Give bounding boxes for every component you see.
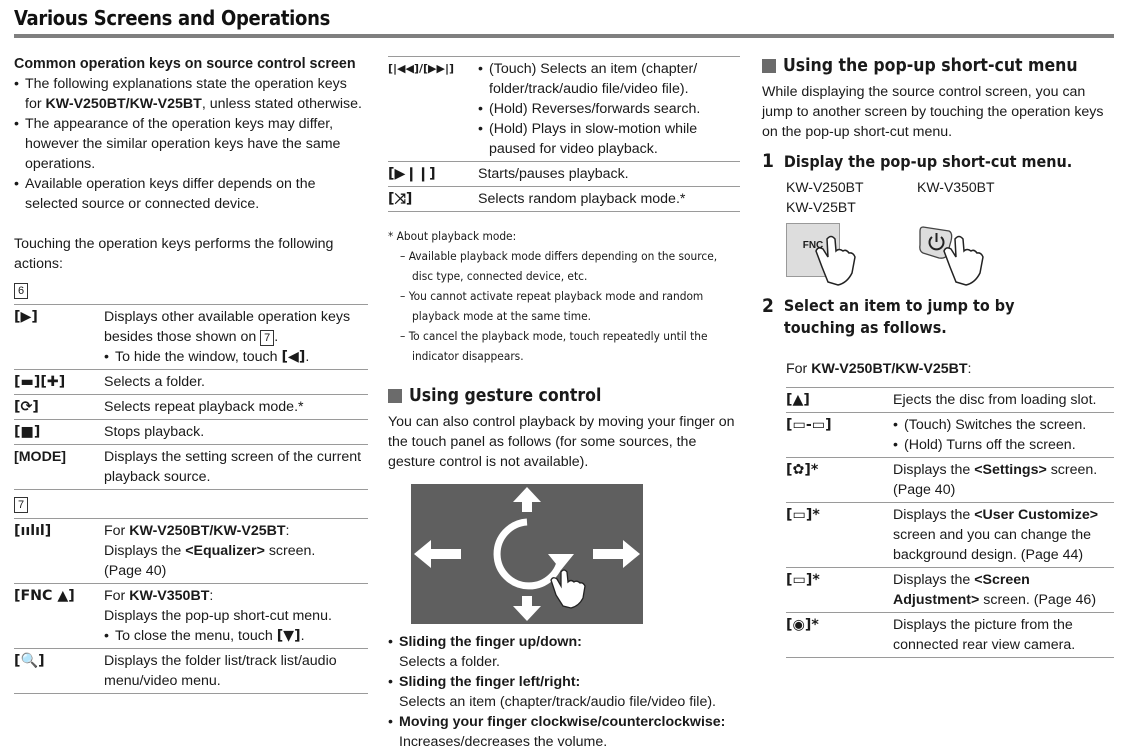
- gesture-title: Sliding the finger left/right:: [399, 674, 581, 690]
- shortcut-heading-text: Using the pop-up short-cut menu: [783, 56, 1078, 76]
- row-desc: Displays the picture from the connected rear view camera.: [893, 617, 1076, 653]
- repeat-key: [⟳]: [14, 399, 39, 415]
- row-text: For: [104, 588, 130, 604]
- row-text: Displays the: [893, 572, 975, 588]
- finger-icon: [814, 235, 864, 291]
- gesture-desc: Increases/decreases the volume.: [399, 734, 608, 750]
- middle-column: [388, 56, 740, 752]
- close-key: [▼]: [276, 628, 301, 644]
- keys-table-playback: [388, 56, 740, 212]
- mode-key: [MODE]: [14, 449, 67, 465]
- row-text: screen. (Page 46): [979, 592, 1097, 608]
- model-name: KW-V25BT: [786, 199, 856, 215]
- row-desc: Selects random playback mode.*: [478, 191, 686, 207]
- play-more-key: [▶]: [14, 309, 38, 325]
- section-box-7: 7: [14, 497, 28, 513]
- screen-name: <User Customize>: [974, 507, 1099, 523]
- model-name: KW-V250BT/KW-V25BT: [129, 523, 286, 539]
- equalizer-key: [ıılıl]: [14, 523, 52, 539]
- model-note: [762, 359, 1114, 379]
- step-number: 2: [762, 295, 774, 317]
- row-text: Displays the pop-up short-cut menu.: [104, 608, 332, 624]
- model-name: KW-V250BT: [786, 179, 864, 195]
- right-column: [762, 56, 1114, 658]
- row-text: :: [967, 361, 972, 377]
- fnc-key: [FNC ▲]: [14, 588, 75, 604]
- section-square-icon: [388, 389, 402, 403]
- row-desc: Starts/pauses playback.: [478, 166, 629, 182]
- section-ref-7: 7: [260, 330, 274, 346]
- table-row: [786, 413, 1114, 458]
- row-item: • (Touch) Switches the screen.: [893, 415, 1114, 435]
- step-text: Select an item to jump to by touching as follows.: [783, 296, 1015, 337]
- note-item: You cannot activate repeat playback mode and random playback mode at the same time.: [408, 289, 704, 323]
- row-text: :: [209, 588, 214, 604]
- row-desc: Selects a folder.: [104, 374, 205, 390]
- step-2: [762, 295, 1114, 339]
- model-illustrations: [762, 177, 1114, 295]
- gesture-title: Moving your finger clockwise/counterclockwise:: [399, 714, 726, 730]
- table-row: [14, 420, 368, 445]
- left-column: [14, 54, 368, 694]
- screen-adjustment-key: [▭]*: [786, 572, 820, 588]
- step-number: 1: [762, 150, 774, 172]
- table-row: [786, 503, 1114, 568]
- bullet-item: • The appearance of the operation keys may differ, however the similar operation keys have the same operations.: [14, 114, 368, 174]
- gesture-intro: You can also control playback by moving your finger on the touch panel as follows (for some sources, the gesture control is not available).: [388, 414, 735, 470]
- row-text: screen.: [264, 543, 316, 559]
- camera-key: [◉]*: [786, 617, 819, 633]
- step-1: [762, 150, 1114, 173]
- screen-name: <Equalizer>: [185, 543, 265, 559]
- table-row: [786, 458, 1114, 503]
- row-text: screen and you can change the background design. (Page 44): [893, 527, 1091, 563]
- row-sub: To close the menu, touch: [115, 628, 273, 644]
- skip-key: [|◀◀]/[▶▶|]: [388, 62, 454, 75]
- gesture-desc: Selects a folder.: [399, 654, 500, 670]
- screen-name: <Settings>: [974, 462, 1047, 478]
- gesture-desc: Selects an item (chapter/track/audio file/video file).: [399, 694, 717, 710]
- bullet-item: • Available operation keys differ depends on the selected source or connected device.: [14, 174, 368, 214]
- gesture-heading-text: Using gesture control: [409, 386, 602, 406]
- title-rule: [14, 34, 1114, 38]
- shortcut-intro: While displaying the source control screen, you can jump to another screen by touching the operation keys on the pop-up short-cut menu.: [762, 84, 1104, 140]
- row-text: Displays the: [104, 543, 186, 559]
- gesture-list: [388, 632, 740, 752]
- row-desc: Ejects the disc from loading slot.: [893, 392, 1097, 408]
- row-desc: Displays other available operation keys besides those shown on: [104, 309, 351, 345]
- gesture-arrows-icon: [411, 484, 643, 624]
- row-text: screen. (Page 40): [893, 462, 1098, 498]
- gesture-item: [388, 672, 740, 712]
- table-row: [14, 445, 368, 490]
- table-row: [14, 370, 368, 395]
- folder-key: [▬][✚]: [14, 374, 66, 390]
- row-text: For: [104, 523, 130, 539]
- table-row: [FNC ▲] For KW-V350BT: Displays the pop-up short-cut menu. • To close the menu, touch [▼].: [14, 584, 368, 649]
- row-sub: To hide the window, touch: [115, 349, 278, 365]
- gesture-heading: [388, 386, 740, 406]
- row-desc: Stops playback.: [104, 424, 205, 440]
- bullet-text: The following explanations state the operation keys: [25, 76, 347, 92]
- table-row: [786, 388, 1114, 413]
- gesture-panel: [411, 484, 643, 624]
- bullet-item: [14, 74, 368, 114]
- table-row: [786, 613, 1114, 658]
- note-item: To cancel the playback mode, touch repeatedly until the indicator disappears.: [408, 329, 708, 363]
- table-row: [786, 568, 1114, 613]
- hide-key: [◀]: [281, 349, 306, 365]
- row-item: • (Touch) Selects an item (chapter/ folder/track/audio file/video file).: [478, 59, 740, 99]
- page-title: Various Screens and Operations: [14, 6, 331, 30]
- table-row: [388, 187, 740, 212]
- screen-name: <Screen Adjustment>: [893, 572, 1030, 608]
- search-key: [🔍]: [14, 653, 45, 669]
- model-name: KW-V350BT: [129, 588, 210, 604]
- table-row: [388, 162, 740, 187]
- note-title: * About playback mode:: [388, 229, 517, 243]
- user-customize-key: [▭]*: [786, 507, 820, 523]
- model-name: KW-V350BT: [917, 179, 995, 195]
- eject-key: [▲]: [786, 392, 810, 408]
- random-key: [⤨]: [388, 191, 413, 207]
- row-desc: Selects repeat playback mode.*: [104, 399, 304, 415]
- step-text: Display the pop-up short-cut menu.: [783, 152, 1073, 171]
- row-item: • (Hold) Plays in slow-motion while paused for video playback.: [478, 119, 740, 159]
- fnc-label: FNC: [802, 240, 824, 251]
- row-text: Displays the: [893, 507, 975, 523]
- section-square-icon: [762, 59, 776, 73]
- gesture-item: [388, 632, 740, 672]
- gesture-item: [388, 712, 740, 752]
- bullet-text: , unless stated otherwise.: [201, 96, 362, 112]
- settings-key: [✿]*: [786, 462, 819, 478]
- row-item: • (Hold) Reverses/forwards search.: [478, 99, 740, 119]
- section-box-6: 6: [14, 283, 28, 299]
- row-text: Displays the: [893, 462, 975, 478]
- model-name: KW-V250BT/KW-V25BT: [811, 361, 968, 377]
- section-heading: Common operation keys on source control screen: [14, 56, 356, 72]
- row-text: For: [786, 361, 812, 377]
- row-item: • (Hold) Turns off the screen.: [893, 435, 1114, 455]
- note-block: * About playback mode: – Available playback mode differs depending on the source, disc type, connected device, etc. – You cannot activate repeat playback mode and random playback mode at the same time. – To cancel the playback mode, touch repeatedly until the indicator disappears.: [388, 226, 740, 366]
- row-desc: Displays the folder list/track list/audio menu/video menu.: [104, 653, 337, 689]
- table-row: [14, 395, 368, 420]
- shortcut-keys-table: [786, 387, 1114, 658]
- table-row: [14, 649, 368, 694]
- play-pause-key: [▶❙❙]: [388, 166, 436, 182]
- screen-off-key: [▭-▭]: [786, 417, 832, 433]
- table-row: [14, 519, 368, 584]
- gesture-title: Sliding the finger up/down:: [399, 634, 582, 650]
- table-row: [388, 57, 740, 162]
- note-item: Available playback mode differs depending on the source, disc type, connected device, etc.: [408, 249, 718, 283]
- row-text: :: [285, 523, 290, 539]
- stop-key: [■]: [14, 424, 41, 440]
- touch-intro: Touching the operation keys performs the following actions:: [14, 236, 334, 272]
- row-desc: Displays the setting screen of the current playback source.: [104, 449, 362, 485]
- row-text: (Page 40): [104, 563, 167, 579]
- model-name: KW-V250BT/KW-V25BT: [45, 96, 202, 112]
- keys-table-6: [14, 304, 368, 490]
- shortcut-heading: [762, 56, 1114, 76]
- bullet-text: for: [25, 96, 46, 112]
- table-row: [▶] Displays other available operation keys besides those shown on 7 . • To hide the window, touch [◀].: [14, 305, 368, 370]
- finger-icon: [942, 235, 992, 291]
- keys-table-7: [14, 518, 368, 694]
